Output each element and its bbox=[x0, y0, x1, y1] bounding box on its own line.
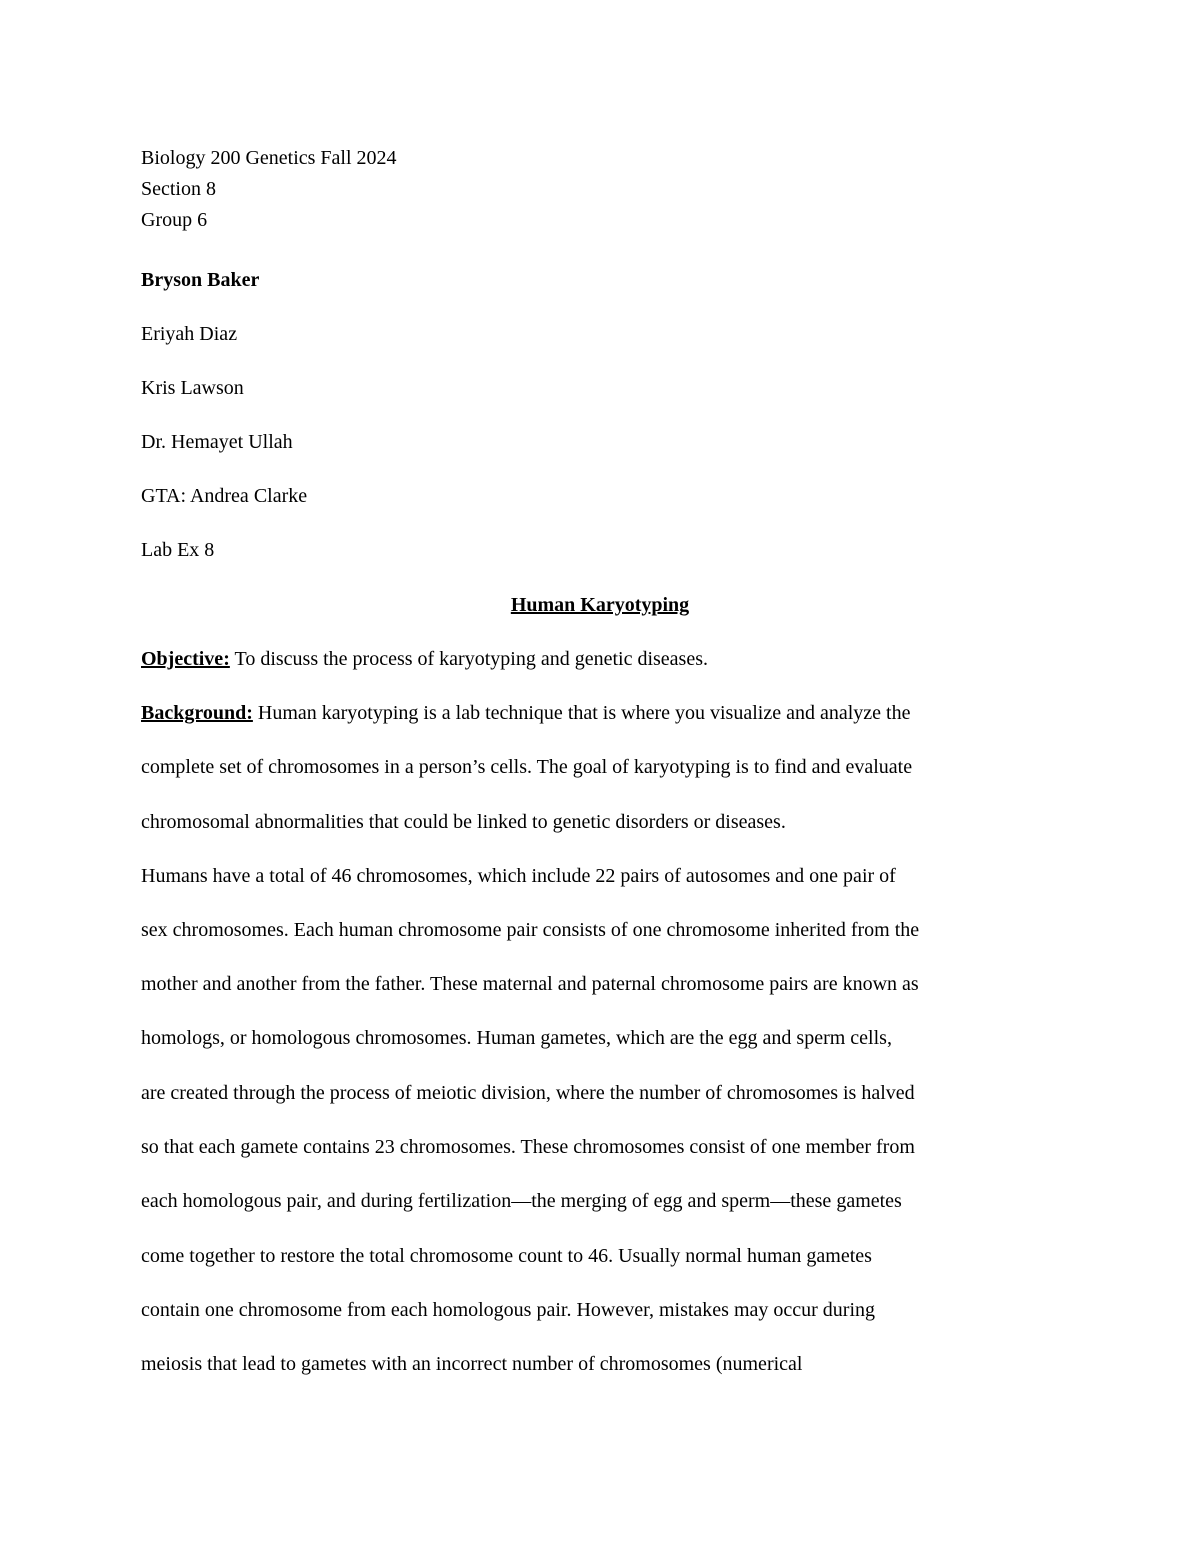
gta-name: GTA: Andrea Clarke bbox=[141, 485, 308, 507]
background-paragraph bbox=[141, 699, 1061, 1405]
paragraph-line bbox=[141, 699, 1061, 753]
paragraph-line: sex chromosomes. Each human chromosome pair consists of one chromosome inherited from the bbox=[141, 918, 920, 941]
paragraph-line: complete set of chromosomes in a person’s cells. The goal of karyotyping is to find and evaluate bbox=[141, 756, 913, 779]
paragraph-line: contain one chromosome from each homologous pair. However, mistakes may occur during bbox=[141, 1298, 876, 1321]
document-title: Human Karyotyping bbox=[510, 594, 690, 616]
instructor-name: Dr. Hemayet Ullah bbox=[141, 431, 293, 453]
paragraph-line: mother and another from the father. These maternal and paternal chromosome pairs are known as bbox=[141, 973, 919, 996]
group-line: Group 6 bbox=[141, 209, 208, 231]
paragraph-line: each homologous pair, and during fertilization—the merging of egg and sperm—these gametes bbox=[141, 1190, 902, 1213]
background-first-line: Human karyotyping is a lab technique that is where you visualize and analyze the bbox=[252, 702, 911, 724]
paragraph-line: meiosis that lead to gametes with an incorrect number of chromosomes (numerical bbox=[141, 1353, 803, 1376]
paragraph-line: chromosomal abnormalities that could be linked to genetic disorders or diseases. bbox=[141, 810, 786, 833]
member-name: Eriyah Diaz bbox=[141, 323, 238, 345]
author-name: Bryson Baker bbox=[141, 269, 260, 291]
paragraph-line: Humans have a total of 46 chromosomes, which include 22 pairs of autosomes and one pair of bbox=[141, 864, 896, 887]
objective-text: To discuss the process of karyotyping and genetic diseases. bbox=[229, 648, 708, 670]
lab-number: Lab Ex 8 bbox=[141, 539, 215, 561]
background-label: Background: bbox=[141, 702, 253, 724]
paragraph-line: so that each gamete contains 23 chromosomes. These chromosomes consist of one member from bbox=[141, 1136, 915, 1159]
member-name: Kris Lawson bbox=[141, 377, 244, 399]
paragraph-line: come together to restore the total chromosome count to 46. Usually normal human gametes bbox=[141, 1244, 872, 1267]
section-line: Section 8 bbox=[141, 178, 216, 200]
course-line: Biology 200 Genetics Fall 2024 bbox=[141, 147, 397, 169]
objective-paragraph bbox=[141, 645, 708, 673]
paragraph-line: homologs, or homologous chromosomes. Human gametes, which are the egg and sperm cells, bbox=[141, 1027, 892, 1050]
course-header bbox=[141, 143, 397, 236]
paragraph-line: are created through the process of meiotic division, where the number of chromosomes is halved bbox=[141, 1081, 915, 1104]
objective-label: Objective: bbox=[141, 648, 230, 670]
